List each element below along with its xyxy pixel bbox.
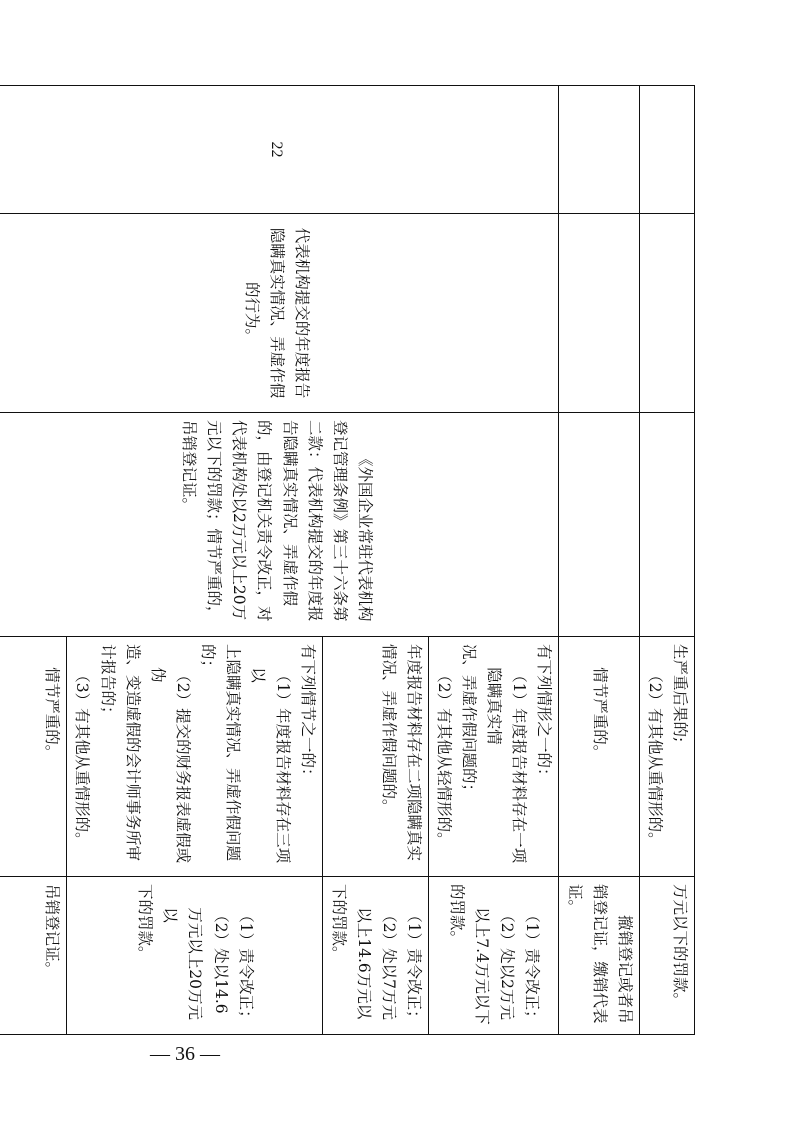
circumstance-line: 年度报告材料存在二项隐瞒真实情况、弄虚作假问题的。 (379, 644, 423, 862)
penalty-line: （2）处以14.6万元以上20万元以 (161, 907, 230, 1020)
row-number: 22 (0, 86, 559, 214)
basis-cell (0, 413, 559, 637)
continuation-row (639, 86, 694, 1035)
circumstance-line: （3）有其他从重情形的。 (73, 667, 92, 848)
circumstance-cell (0, 637, 67, 877)
circumstance-line: 上隐瞒真实情况、弄虚作假问题 (224, 644, 243, 862)
circumstance-line: （1）年度报告材料存在三项以 (249, 667, 293, 864)
behavior-text: 代表机构提交的年度报告隐瞒真实情况、弄虚作假的行为。 (242, 227, 312, 399)
penalty-line: （1）责令改正； (236, 907, 255, 1026)
circumstance-cell (67, 637, 323, 877)
penalty-line: 吊销登记证。 (43, 884, 62, 978)
circumstance-line: 计报告的； (98, 644, 117, 722)
penalty-line: （1）责令改正； (404, 907, 423, 1026)
circumstance-line: 的； (199, 644, 218, 676)
circumstance-line: （2）有其他从轻情形的。 (435, 667, 454, 848)
behavior-cell (0, 214, 559, 413)
basis-text: 《外国企业常驻代表机构登记管理条例》第三十六条第二款：代表机构提交的年度报告隐瞒真实情况、弄虚作假的，由登记机关责令改正，对代表机构处以2万元以上20万元以下的罚款；情节严重的，吊销登记证。 (180, 420, 374, 622)
circumstance-cell (323, 637, 428, 877)
behavior-cell-empty (639, 214, 694, 413)
circumstance-line: （2）提交的财务报表虚假或伪 (148, 667, 192, 864)
penalty-cell (428, 877, 559, 1035)
circumstance-line: 情节严重的。 (590, 667, 609, 761)
penalty-line: 下的罚款。 (329, 884, 348, 962)
circumstance-cell (639, 637, 694, 877)
penalty-cell (559, 877, 639, 1035)
penalty-cell (639, 877, 694, 1035)
basis-cell-empty (559, 413, 639, 637)
penalty-cell (0, 877, 67, 1035)
behavior-cell-empty (559, 214, 639, 413)
continuation-severe-row (559, 86, 639, 1035)
penalty-cell (67, 877, 323, 1035)
circumstance-line: （1）年度报告材料存在一项隐瞒真实情 (485, 667, 529, 864)
circumstance-cell (428, 637, 559, 877)
penalty-line: （1）责令改正； (522, 907, 541, 1026)
circumstance-line: 情节严重的。 (43, 667, 62, 761)
page-number: — 36 — (150, 1043, 220, 1065)
rotated-page-content (43, 85, 695, 1034)
penalty-table (0, 85, 695, 1035)
circumstance-line: （2）有其他从重情形的。 (645, 667, 664, 848)
table-row-22-sub-1 (428, 86, 559, 1035)
number-cell-empty (559, 86, 639, 214)
penalty-cell (323, 877, 428, 1035)
circumstance-cell (559, 637, 639, 877)
penalty-line: （2）处以7万元以上14.6万元以 (354, 907, 398, 1020)
penalty-line: 下的罚款。 (136, 884, 155, 962)
basis-cell-empty (639, 413, 694, 637)
circumstance-line: 生严重后果的; (671, 644, 689, 743)
circumstance-line: 有下列情形之一的： (535, 644, 554, 784)
penalty-line: （2）处以2万元以上7.4万元以下 (472, 907, 516, 1025)
penalty-line: 万元以下的罚款。 (671, 884, 689, 1009)
penalty-line: 的罚款。 (447, 884, 466, 947)
circumstance-line: 造、变造虚假的会计师事务所审 (123, 644, 142, 862)
circumstance-line: 有下列情节之一的： (299, 644, 318, 784)
number-cell-empty (639, 86, 694, 214)
circumstance-line: 况、弄虚作假问题的； (460, 644, 479, 800)
penalty-line: 撤销登记或者吊销登记证，缴销代表证。 (565, 884, 634, 1024)
